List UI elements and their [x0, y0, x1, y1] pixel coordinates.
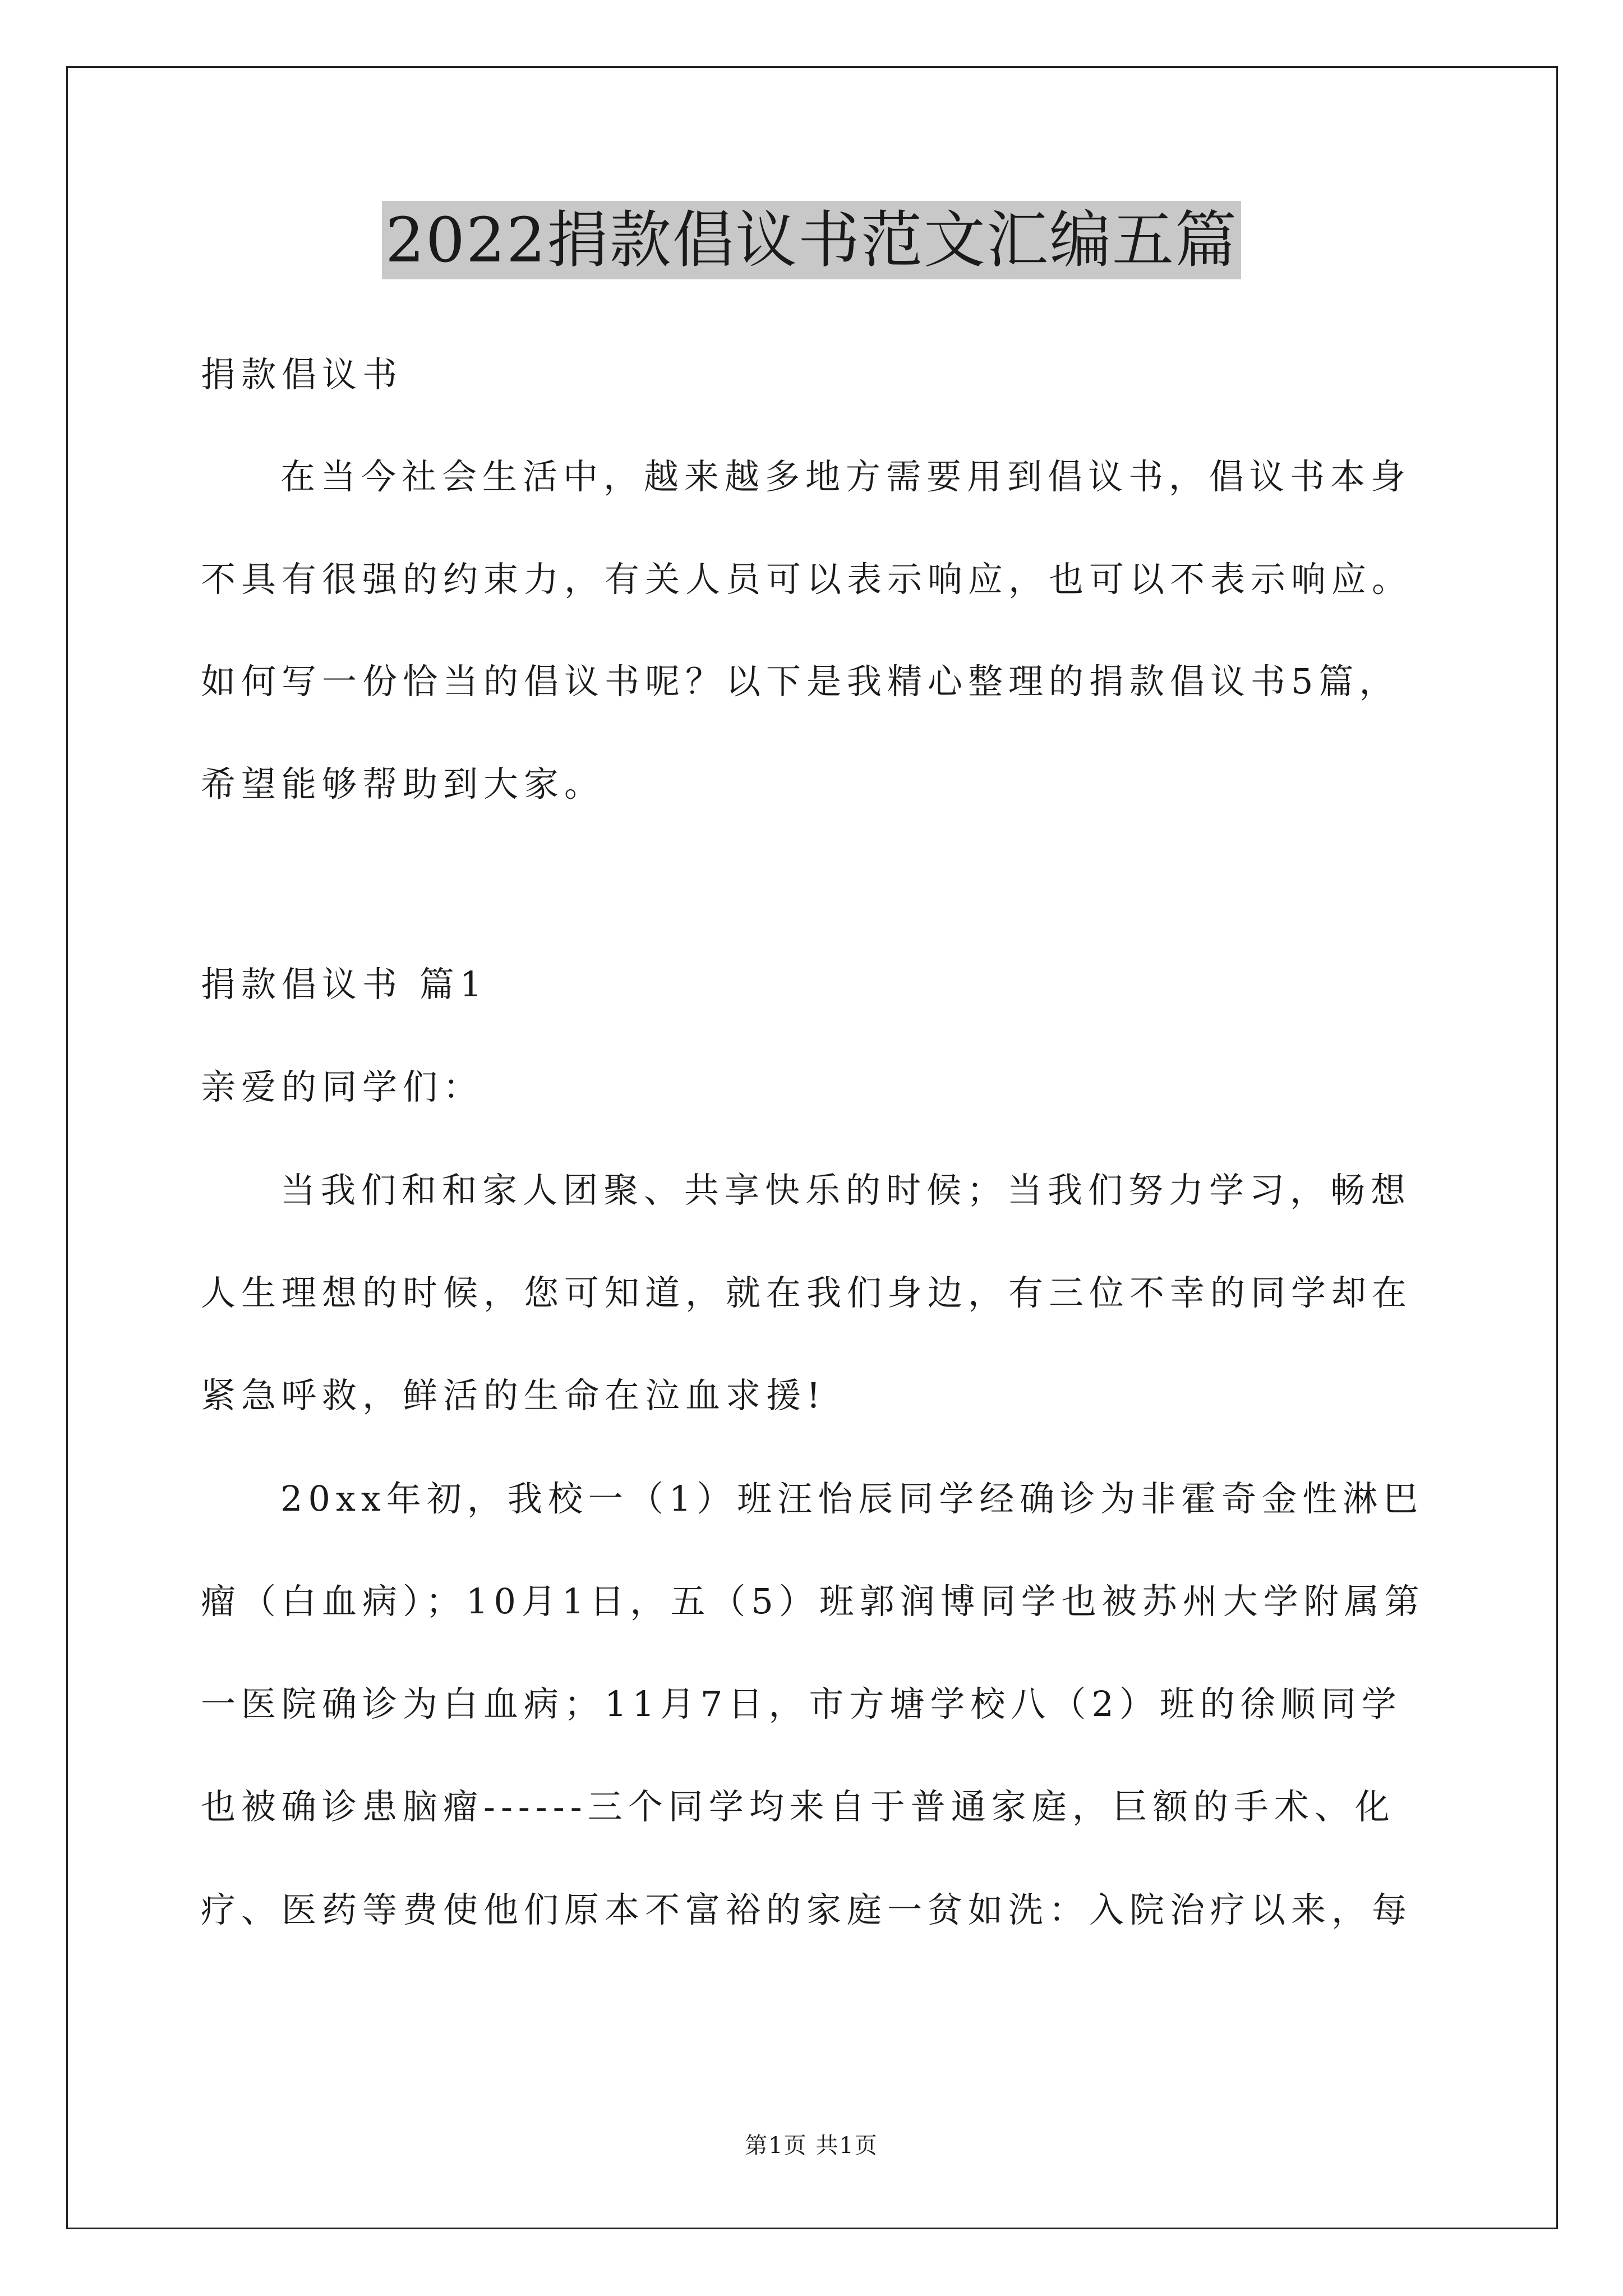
para2-line: 一医院确诊为白血病；11月7日，市方塘学校八（2）班的徐顺同学	[201, 1683, 1402, 1724]
title-container	[0, 201, 1623, 279]
page-footer: 第1页 共1页	[745, 2133, 878, 2159]
para1-line: 人生理想的时候，您可知道，就在我们身边，有三位不幸的同学却在	[201, 1272, 1413, 1313]
intro-line: 希望能够帮助到大家。	[201, 763, 605, 804]
salutation: 亲爱的同学们：	[201, 1066, 484, 1107]
para1-line: 紧急呼救，鲜活的生命在泣血求援!	[201, 1375, 826, 1416]
para2-line: 20xx年初，我校一（1）班汪怡辰同学经确诊为非霍奇金性淋巴	[280, 1478, 1424, 1519]
heading: 捐款倡议书	[201, 354, 403, 395]
intro-line: 如何写一份恰当的倡议书呢？以下是我精心整理的捐款倡议书5篇，	[201, 661, 1400, 702]
intro-line: 在当今社会生活中，越来越多地方需要用到倡议书，倡议书本身	[280, 456, 1412, 497]
section-heading: 捐款倡议书 篇1	[201, 964, 488, 1005]
intro-line: 不具有很强的约束力，有关人员可以表示响应，也可以不表示响应。	[201, 559, 1413, 600]
para2-line: 瘤（白血病）；10月1日，五（5）班郭润博同学也被苏州大学附属第	[201, 1581, 1425, 1622]
para2-line: 疗、医药等费使他们原本不富裕的家庭一贫如洗：入院治疗以来，每	[201, 1889, 1413, 1930]
para1-line: 当我们和和家人团聚、共享快乐的时候；当我们努力学习，畅想	[280, 1170, 1412, 1211]
document-title: 2022捐款倡议书范文汇编五篇	[382, 201, 1241, 279]
para2-line: 也被确诊患脑瘤------三个同学均来自于普通家庭，巨额的手术、化	[201, 1786, 1395, 1827]
